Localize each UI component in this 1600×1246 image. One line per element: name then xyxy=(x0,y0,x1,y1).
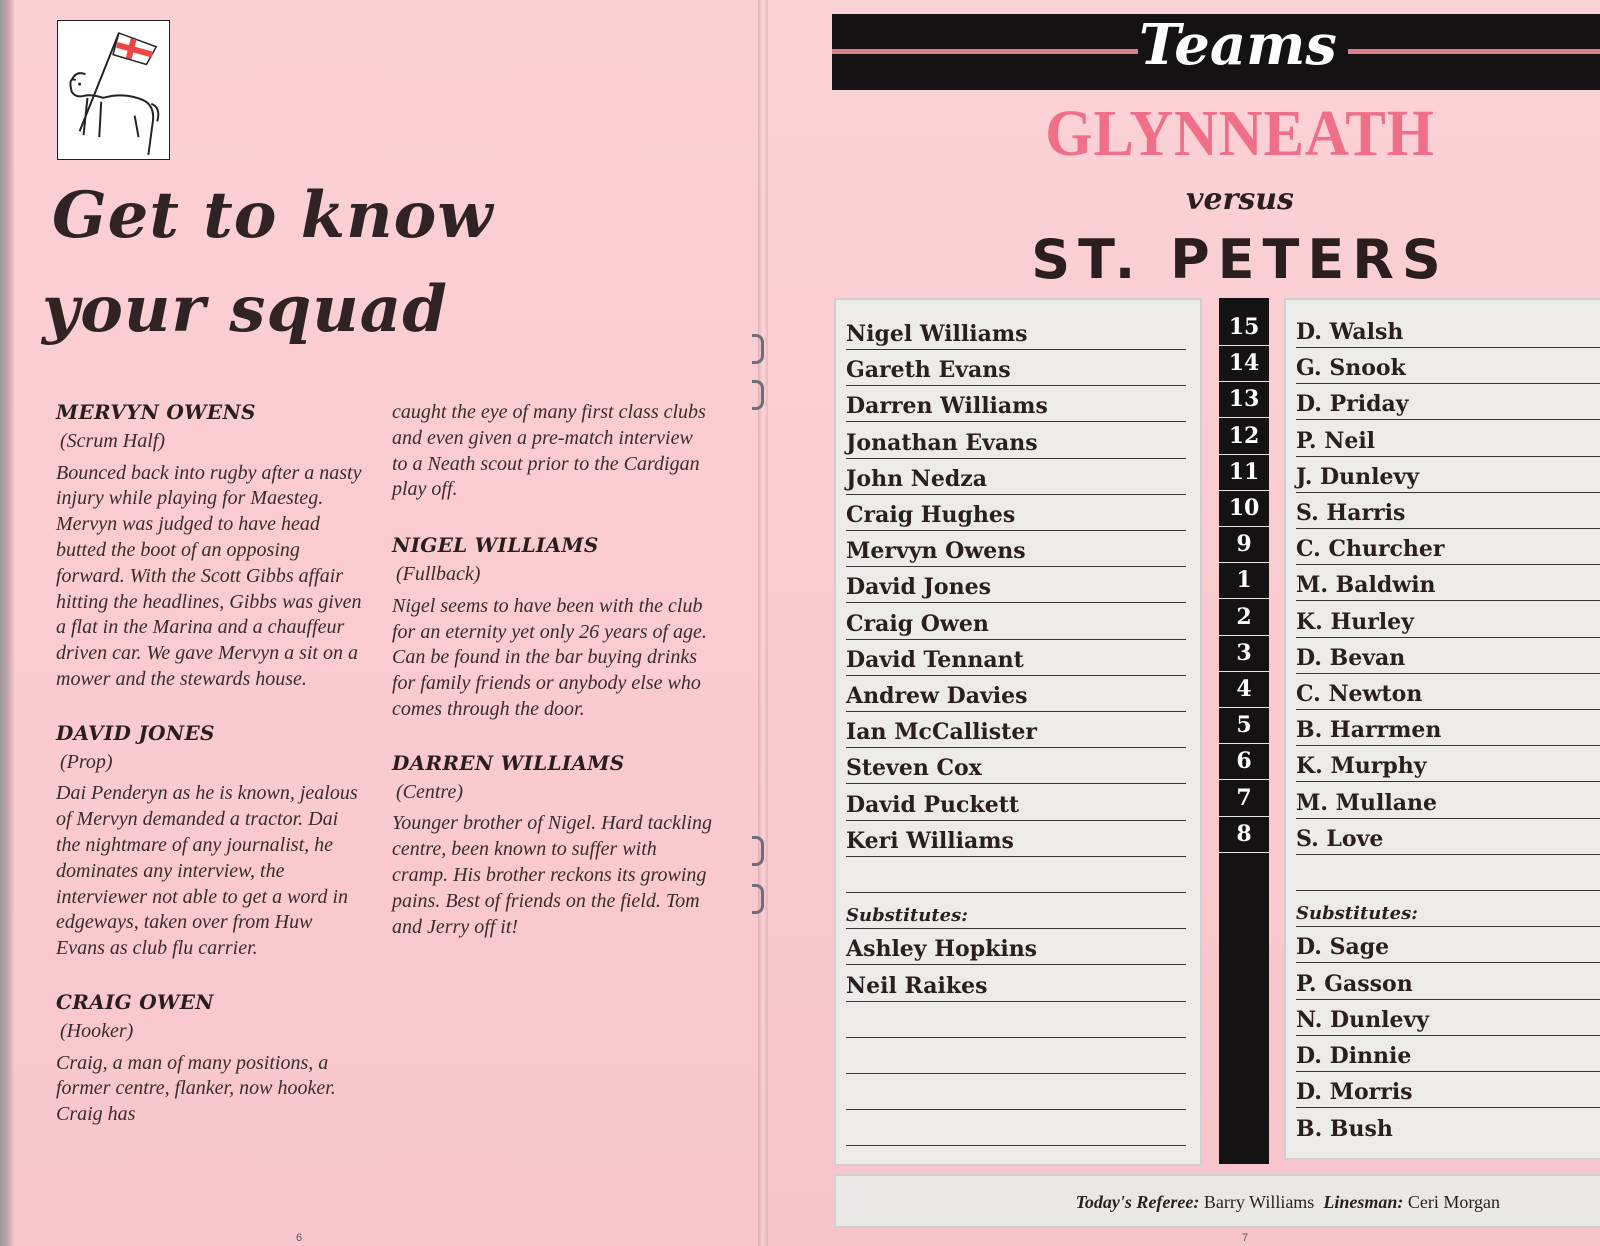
player-row xyxy=(846,640,1186,676)
bio-continuation: caught the eye of many first class clubs and even given a pre-match interview to a Neath scout prior to the Cardigan play off. xyxy=(392,401,706,501)
substitute-name: N. Dunlevy xyxy=(1296,1006,1430,1033)
shirt-number: 3 xyxy=(1219,636,1269,672)
shirt-number: 14 xyxy=(1219,346,1269,382)
bio-name: CRAIG OWEN xyxy=(56,989,214,1014)
bio-text: Younger brother of Nigel. Hard tackling centre, been known to suffer with cramp. His brother reckons its growing pains. Best of friends on the field. Tom and Jerry off it! xyxy=(392,812,712,938)
player-row xyxy=(1296,602,1600,638)
bio-column-2 xyxy=(392,400,712,968)
player-name: Darren Williams xyxy=(846,393,1048,420)
player-row xyxy=(1296,927,1600,963)
bio-darren-williams xyxy=(392,751,712,941)
bio-column-1 xyxy=(56,400,366,1156)
player-row xyxy=(1296,312,1600,348)
player-name: S. Harris xyxy=(1296,500,1406,526)
player-row xyxy=(1296,493,1600,529)
player-name: Ian McCallister xyxy=(846,719,1037,746)
player-name: David Puckett xyxy=(846,791,1020,818)
player-row xyxy=(846,386,1186,422)
player-name: David Tennant xyxy=(846,646,1024,673)
player-row xyxy=(1296,638,1600,674)
bio-david-jones xyxy=(56,721,366,962)
bio-text: Bounced back into rugby after a nasty injury while playing for Maesteg. Mervyn was judged to have head butted the boot of an opposing forward. With the Scott Gibbs affair hitting the headlines, Gibbs was given a flat in the Marina and a chauffeur driven car. We gave Mervyn a sit on a mower and the stewards house. xyxy=(56,461,362,690)
bio-position: (Prop) xyxy=(60,750,113,773)
player-row xyxy=(846,1110,1186,1146)
shirt-number: 1 xyxy=(1219,563,1269,599)
player-row xyxy=(846,459,1186,495)
player-row xyxy=(1296,384,1600,420)
player-name: Gareth Evans xyxy=(846,357,1011,384)
player-name: Nigel Williams xyxy=(846,321,1028,347)
player-row xyxy=(846,1038,1186,1074)
player-name: P. Neil xyxy=(1296,427,1376,454)
substitute-name: P. Gasson xyxy=(1296,970,1413,997)
squad-heading-line2: your squad xyxy=(42,272,448,347)
player-row xyxy=(1296,457,1600,493)
staple-icon xyxy=(752,380,764,410)
linesman-name: Ceri Morgan xyxy=(1407,1192,1500,1212)
player-row xyxy=(1296,421,1600,457)
player-name: C. Churcher xyxy=(1296,536,1445,563)
player-row xyxy=(1296,1108,1600,1144)
home-team-name: GLYNNEATH xyxy=(1045,97,1435,170)
versus-label: versus xyxy=(1186,182,1294,217)
player-row xyxy=(846,929,1186,965)
player-name: M. Baldwin xyxy=(1296,572,1436,599)
shirt-number: 13 xyxy=(1219,382,1269,418)
bio-position: (Fullback) xyxy=(396,562,481,585)
shirt-number: 8 xyxy=(1219,817,1269,853)
player-name: B. Harrmen xyxy=(1296,717,1442,744)
page-number-left: 6 xyxy=(296,1232,303,1244)
bio-name: DAVID JONES xyxy=(56,720,215,745)
player-row xyxy=(846,350,1186,386)
player-row xyxy=(846,531,1186,567)
bio-text: Nigel seems to have been with the club for an eternity yet only 26 years of age. Can be found in the bar buying drinks for family friends or anybody else who comes through the door. xyxy=(392,594,707,720)
substitutes-row xyxy=(1296,891,1600,927)
player-name: Andrew Davies xyxy=(846,683,1028,709)
player-name: John Nedza xyxy=(846,465,987,492)
substitute-name: D. Morris xyxy=(1296,1079,1413,1106)
player-name: D. Walsh xyxy=(1296,319,1404,345)
bio-mervyn-owens xyxy=(56,400,366,693)
player-row xyxy=(846,785,1186,821)
player-row xyxy=(1296,710,1600,746)
player-row xyxy=(1296,964,1600,1000)
bio-position: (Scrum Half) xyxy=(60,429,165,452)
player-name: G. Snook xyxy=(1296,355,1406,382)
bio-name: DARREN WILLIAMS xyxy=(392,750,625,775)
player-row xyxy=(846,676,1186,712)
club-lamb-logo-icon xyxy=(57,20,170,160)
away-team-name: ST. PETERS xyxy=(1031,228,1449,291)
shirt-number: 2 xyxy=(1219,600,1269,636)
shirt-number: 10 xyxy=(1219,491,1269,527)
player-row xyxy=(846,567,1186,603)
shirt-number: 9 xyxy=(1219,527,1269,563)
player-row xyxy=(1296,1072,1600,1108)
player-row xyxy=(1296,1036,1600,1072)
shirt-number: 6 xyxy=(1219,744,1269,780)
player-name: S. Love xyxy=(1296,825,1384,852)
player-row xyxy=(846,1002,1186,1038)
player-row xyxy=(846,495,1186,531)
substitute-name: D. Dinnie xyxy=(1296,1043,1412,1069)
player-name: K. Hurley xyxy=(1296,608,1414,635)
bio-text: Craig, a man of many positions, a former centre, flanker, now hooker. Craig has xyxy=(56,1051,336,1126)
shirt-number: 11 xyxy=(1219,455,1269,491)
player-name: K. Murphy xyxy=(1296,753,1427,780)
substitute-name: B. Bush xyxy=(1296,1116,1393,1143)
referee-label: Today's Referee: xyxy=(1075,1192,1200,1212)
bio-name: NIGEL WILLIAMS xyxy=(392,533,599,558)
player-row xyxy=(1296,674,1600,710)
officials-bar xyxy=(834,1174,1600,1228)
substitutes-label: Substitutes: xyxy=(1296,903,1418,925)
banner-stripe xyxy=(832,49,1138,54)
bio-craig-owen xyxy=(56,990,366,1128)
player-name: Craig Hughes xyxy=(846,502,1016,528)
staple-icon xyxy=(752,884,764,914)
officials-text xyxy=(1076,1192,1500,1213)
player-name: C. Newton xyxy=(1296,681,1423,707)
player-name: Craig Owen xyxy=(846,610,989,637)
referee-name: Barry Williams xyxy=(1203,1192,1315,1212)
player-name: D. Bevan xyxy=(1296,644,1406,671)
shirt-number: 7 xyxy=(1219,781,1269,817)
bio-nigel-williams xyxy=(392,533,712,723)
player-row xyxy=(1296,783,1600,819)
banner-title: Teams xyxy=(1139,12,1337,78)
player-name: Keri Williams xyxy=(846,827,1014,854)
shirt-number: 12 xyxy=(1219,419,1269,455)
substitute-name: Neil Raikes xyxy=(846,972,988,999)
page-gutter xyxy=(758,0,768,1246)
player-row xyxy=(846,748,1186,784)
player-name: Mervyn Owens xyxy=(846,538,1026,565)
banner-stripe xyxy=(1348,49,1600,54)
player-row xyxy=(1296,746,1600,782)
substitutes-label: Substitutes: xyxy=(846,905,968,927)
player-row xyxy=(846,712,1186,748)
player-name: J. Dunlevy xyxy=(1296,463,1420,490)
staple-icon xyxy=(752,334,764,364)
substitute-name: D. Sage xyxy=(1296,934,1390,961)
player-row xyxy=(1296,565,1600,601)
shirt-number: 5 xyxy=(1219,708,1269,744)
bio-position: (Hooker) xyxy=(60,1019,134,1042)
player-name: M. Mullane xyxy=(1296,789,1437,816)
player-row xyxy=(846,1074,1186,1110)
bio-name: MERVYN OWENS xyxy=(56,400,256,424)
player-row xyxy=(846,821,1186,857)
shirt-number: 15 xyxy=(1219,310,1269,346)
player-row xyxy=(1296,819,1600,855)
player-name: Jonathan Evans xyxy=(846,429,1038,456)
bio-text: Dai Penderyn as he is known, jealous of Mervyn demanded a tractor. Dai the nightmare of any journalist, he dominates any interview, the interviewer not able to get a word in edgeways, taken over from Huw Evans as club flu carrier. xyxy=(56,782,358,960)
bio-position: (Centre) xyxy=(396,780,464,803)
player-row xyxy=(846,966,1186,1002)
player-row xyxy=(1296,529,1600,565)
page-number-right: 7 xyxy=(1242,1232,1249,1244)
player-name: D. Priday xyxy=(1296,391,1409,418)
linesman-label: Linesman: xyxy=(1323,1192,1404,1212)
player-row xyxy=(846,314,1186,350)
player-name: David Jones xyxy=(846,574,991,601)
player-name: Steven Cox xyxy=(846,755,982,782)
player-row xyxy=(1296,1000,1600,1036)
staple-icon xyxy=(752,836,764,866)
player-row xyxy=(846,604,1186,640)
player-row xyxy=(846,423,1186,459)
player-row xyxy=(1296,348,1600,384)
substitute-name: Ashley Hopkins xyxy=(846,936,1038,963)
player-row xyxy=(846,857,1186,893)
shirt-number: 4 xyxy=(1219,672,1269,708)
player-row xyxy=(1296,855,1600,891)
substitutes-row xyxy=(846,893,1186,929)
squad-heading-line1: Get to know xyxy=(52,178,494,253)
